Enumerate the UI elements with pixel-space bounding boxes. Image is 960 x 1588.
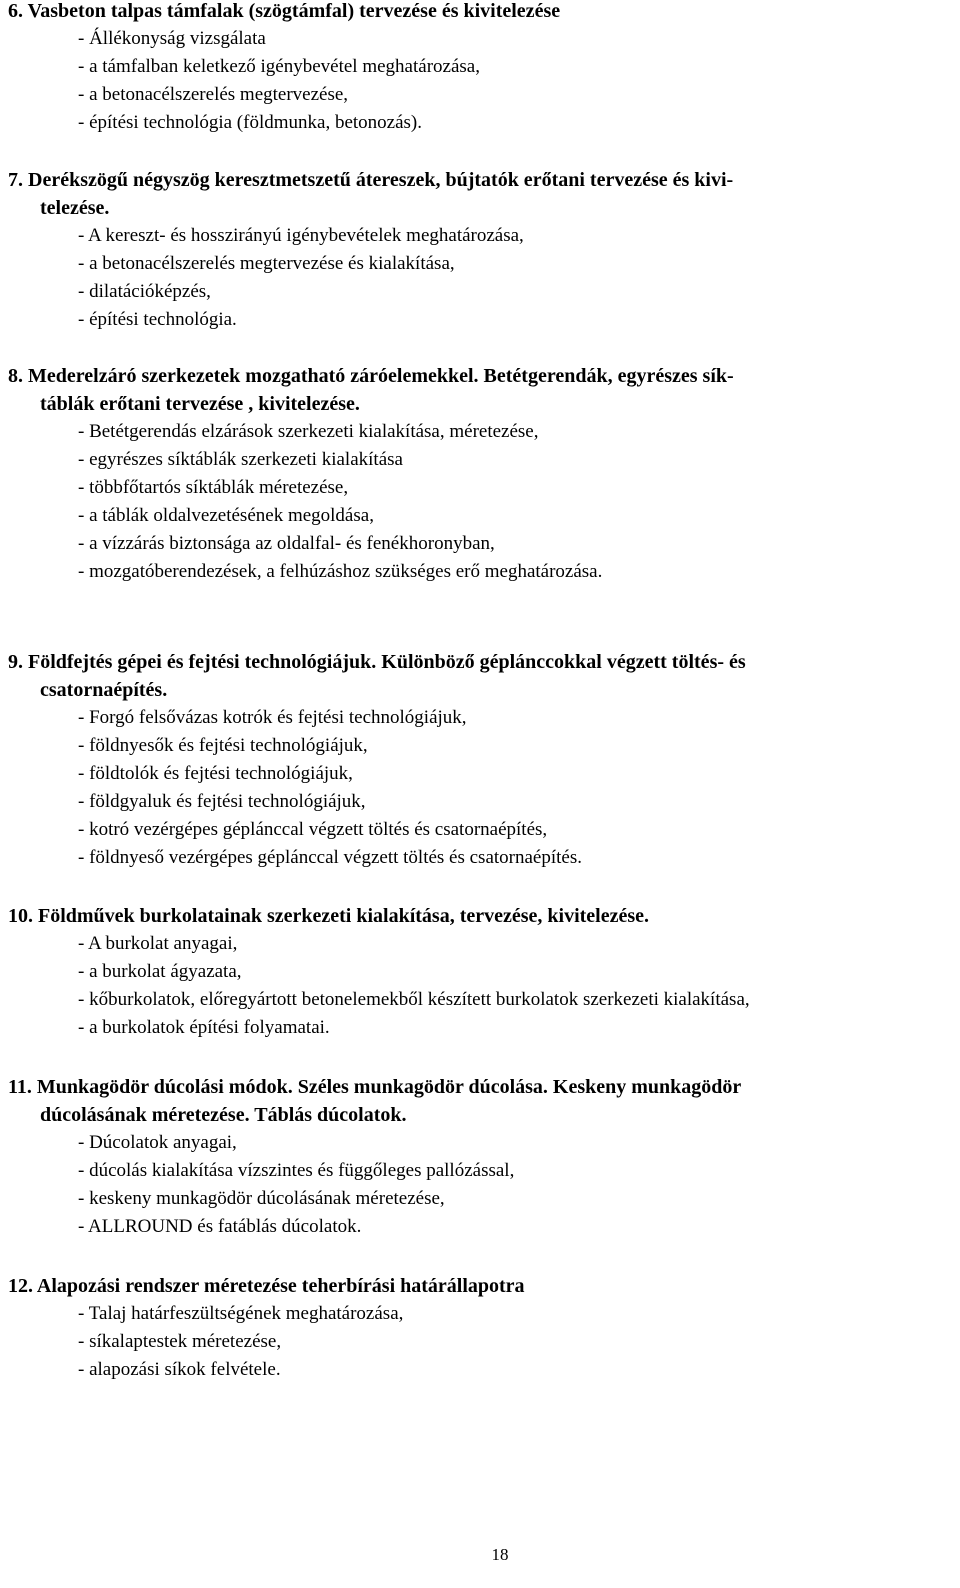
- section-item-list: [0, 930, 960, 1042]
- section-heading: [0, 362, 960, 418]
- list-item: - a burkolat ágyazata,: [78, 961, 242, 982]
- section-7: [0, 166, 960, 334]
- heading-line: csatornaépítés.: [40, 679, 168, 701]
- list-item: - A kereszt- és hosszirányú igénybevételek meghatározása,: [78, 225, 524, 246]
- section-item-list: [0, 1129, 960, 1241]
- section-heading: [0, 1272, 960, 1300]
- list-item: - Dúcolatok anyagai,: [78, 1132, 237, 1153]
- list-item: - síkalaptestek méretezése,: [78, 1331, 282, 1352]
- heading-line: 12. Alapozási rendszer méretezése teherbírási határállapotra: [8, 1275, 525, 1297]
- list-item: - egyrészes síktáblák szerkezeti kialakítása: [78, 449, 403, 470]
- list-item: - a támfalban keletkező igénybevétel meghatározása,: [78, 56, 480, 77]
- list-item: - a táblák oldalvezetésének megoldása,: [78, 505, 374, 526]
- list-item: - alapozási síkok felvétele.: [78, 1359, 281, 1380]
- list-item: - dúcolás kialakítása vízszintes és függőleges pallózással,: [78, 1160, 515, 1181]
- heading-line: táblák erőtani tervezése , kivitelezése.: [40, 393, 360, 415]
- page-number: 18: [491, 1545, 509, 1564]
- heading-line: 11. Munkagödör dúcolási módok. Széles munkagödör dúcolása. Keskeny munkagödör: [8, 1076, 742, 1098]
- section-heading: [0, 648, 960, 704]
- list-item: - földgyaluk és fejtési technológiájuk,: [78, 791, 366, 812]
- list-item: - Állékonyság vizsgálata: [78, 28, 266, 49]
- section-10: [0, 902, 960, 1042]
- list-item: - kőburkolatok, előregyártott betonelemekből készített burkolatok szerkezeti kialakítása,: [78, 989, 750, 1010]
- section-8: [0, 362, 960, 586]
- heading-line: 6. Vasbeton talpas támfalak (szögtámfal) tervezése és kivitelezése: [8, 0, 561, 22]
- list-item: - földtolók és fejtési technológiájuk,: [78, 763, 353, 784]
- heading-line: 9. Földfejtés gépei és fejtési technológiájuk. Különböző géplánccokkal végzett töltés- és: [8, 651, 746, 673]
- list-item: - többfőtartós síktáblák méretezése,: [78, 477, 349, 498]
- list-item: - Betétgerendás elzárások szerkezeti kialakítása, méretezése,: [78, 421, 539, 442]
- list-item: - A burkolat anyagai,: [78, 933, 238, 954]
- list-item: - Talaj határfeszültségének meghatározása,: [78, 1303, 404, 1324]
- list-item: - a vízzárás biztonsága az oldalfal- és fenékhoronyban,: [78, 533, 495, 554]
- list-item: - kotró vezérgépes géplánccal végzett töltés és csatornaépítés,: [78, 819, 548, 840]
- section-11: [0, 1073, 960, 1241]
- section-heading: [0, 166, 960, 222]
- section-item-list: [0, 418, 960, 586]
- list-item: - építési technológia (földmunka, betonozás).: [78, 112, 423, 133]
- heading-line: 8. Mederelzáró szerkezetek mozgatható záróelemekkel. Betétgerendák, egyrészes sík-: [8, 365, 734, 387]
- section-heading: [0, 1073, 960, 1129]
- list-item: - földnyesők és fejtési technológiájuk,: [78, 735, 368, 756]
- section-12: [0, 1272, 960, 1384]
- heading-line: 7. Derékszögű négyszög keresztmetszetű átereszek, bújtatók erőtani tervezése és kivi-: [8, 169, 734, 191]
- heading-line: 10. Földművek burkolatainak szerkezeti kialakítása, tervezése, kivitelezése.: [8, 905, 650, 927]
- section-6: [0, 0, 960, 137]
- section-heading: [0, 902, 960, 930]
- list-item: - a betonacélszerelés megtervezése,: [78, 84, 349, 105]
- section-9: [0, 648, 960, 872]
- list-item: - a betonacélszerelés megtervezése és kialakítása,: [78, 253, 455, 274]
- list-item: - dilatációképzés,: [78, 281, 211, 302]
- heading-line: telezése.: [40, 197, 110, 219]
- list-item: - Forgó felsővázas kotrók és fejtési technológiájuk,: [78, 707, 467, 728]
- list-item: - mozgatóberendezések, a felhúzáshoz szükséges erő meghatározása.: [78, 561, 603, 582]
- section-item-list: [0, 704, 960, 872]
- section-item-list: [0, 222, 960, 334]
- list-item: - ALLROUND és fatáblás dúcolatok.: [78, 1216, 362, 1237]
- section-item-list: [0, 25, 960, 137]
- list-item: - építési technológia.: [78, 309, 237, 330]
- list-item: - a burkolatok építési folyamatai.: [78, 1017, 330, 1038]
- section-item-list: [0, 1300, 960, 1384]
- list-item: - földnyeső vezérgépes géplánccal végzett töltés és csatornaépítés.: [78, 847, 582, 868]
- heading-line: dúcolásának méretezése. Táblás dúcolatok.: [40, 1104, 407, 1126]
- section-heading: [0, 0, 960, 25]
- list-item: - keskeny munkagödör dúcolásának méretezése,: [78, 1188, 445, 1209]
